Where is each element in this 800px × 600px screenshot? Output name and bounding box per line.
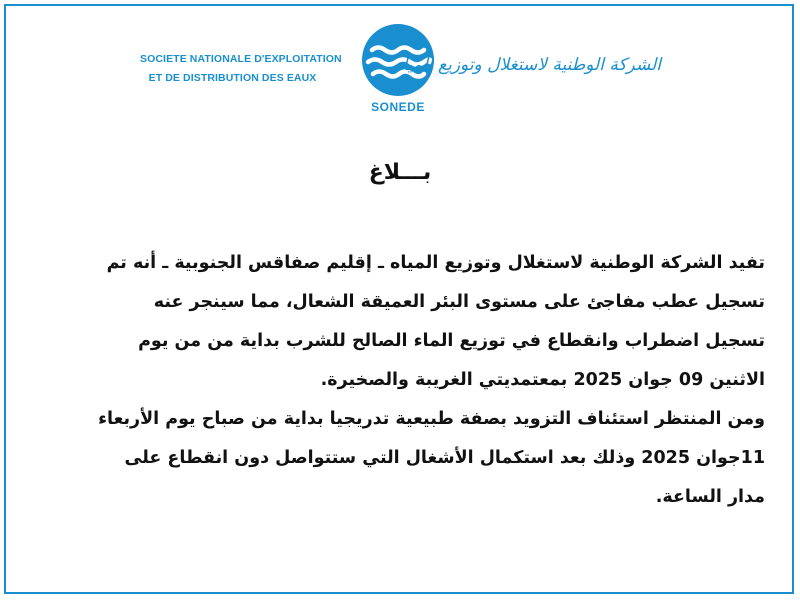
body-line-3: تسجيل اضطراب وانقطاع في توزيع الماء الصالح للشرب بداية من من يوم [138,331,765,351]
logo-label: SONEDE [371,100,425,114]
body-line-4: الاثنين 09 جوان 2025 بمعتمديتي الغريبة والصخيرة. [320,370,765,390]
org-name-french-line2: ET DE DISTRIBUTION DES EAUX [148,72,317,84]
org-name-french-line1: SOCIETE NATIONALE D'EXPLOITATION [140,53,342,65]
body-line-6: 11جوان 2025 وذلك بعد استكمال الأشغال التي ستتواصل دون انقطاع على [124,448,765,468]
org-name-french [140,50,342,88]
letterhead [0,0,800,130]
body-line-7: مدار الساعة. [655,487,765,507]
body-line-1: تفيد الشركة الوطنية لاستغلال وتوزيع المياه ـ إقليم صفاقس الجنوبية ـ أنه تم [106,253,765,273]
org-name-arabic: الشركة الوطنية لاستغلال وتوزيع المياه [393,55,661,75]
announcement-title: بـــلاغ [368,160,432,185]
body-line-5: ومن المنتظر استئناف التزويد بصفة طبيعية تدريجيا بداية من صباح يوم الأربعاء [98,409,765,429]
body-line-2: تسجيل عطب مفاجئ على مستوى البئر العميقة الشعال، مما سينجر عنه [153,292,765,312]
announcement-body [30,244,765,517]
